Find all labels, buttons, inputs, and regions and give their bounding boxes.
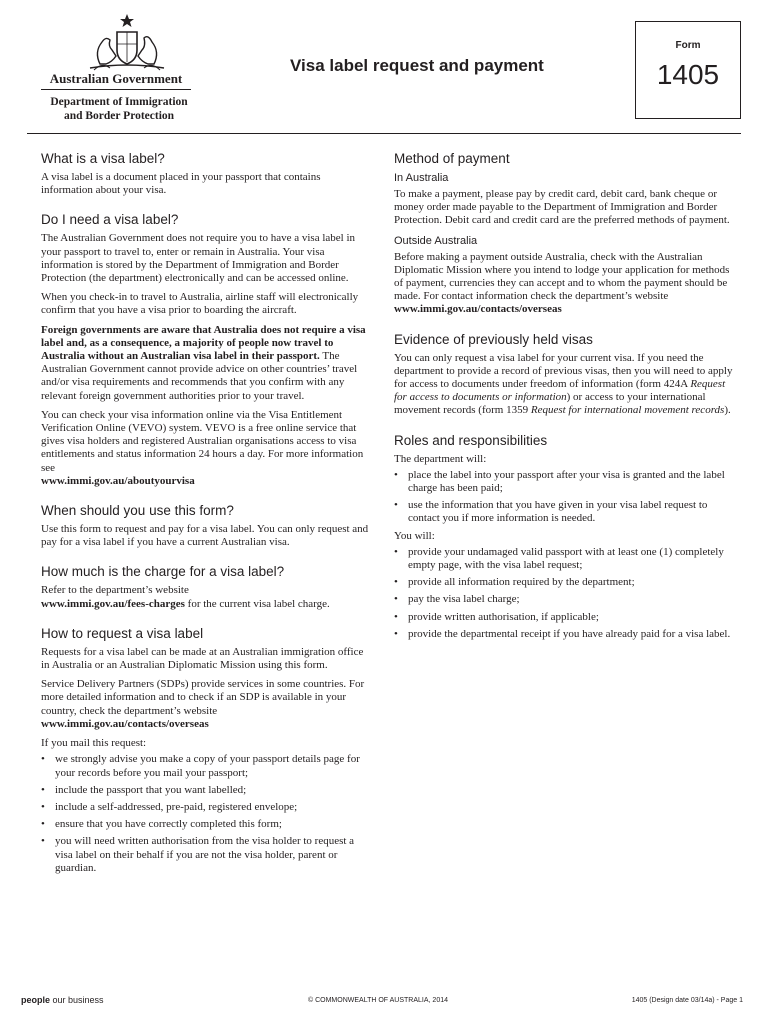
- vevo-link[interactable]: www.immi.gov.au/aboutyourvisa: [41, 474, 195, 487]
- paragraph: The Australian Government does not require you to have a visa label in your passport to travel to, enter or remain in Australia. Your visa information is stored by the Department of Immigration and Border Protection (the department) electronically and can be accessed online.: [41, 232, 356, 285]
- section-title-evidence: Evidence of previously held visas: [394, 331, 593, 347]
- footer-copyright: © COMMONWEALTH OF AUSTRALIA, 2014: [308, 997, 448, 1004]
- list-item: • provide all information required by the department;: [394, 576, 740, 589]
- brand-bold: people: [21, 995, 51, 1005]
- form-number: 1405: [656, 59, 720, 90]
- section-title-roles: Roles and responsibilities: [394, 432, 548, 448]
- contacts-link[interactable]: www.immi.gov.au/contacts/overseas: [41, 717, 209, 730]
- paragraph-text: ) or access to your international movement records (form 1359: [394, 391, 706, 417]
- department-responsibilities: [394, 469, 740, 526]
- list-item: • provide written authorisation, if applicable;: [394, 611, 740, 624]
- paragraph-text: You can only request a visa label for your current visa. If you need the department to provide a record of previous visas, then you will need to apply for access to documents under freedom of information (form 424A: [394, 351, 733, 391]
- form-424a-title: Request for access to documents or information: [394, 378, 726, 404]
- list-item: • include a self-addressed, pre-paid, registered envelope;: [41, 801, 371, 814]
- list-item: • include the passport that you want labelled;: [41, 784, 371, 797]
- page-title: Visa label request and payment: [290, 56, 544, 75]
- header-divider: [27, 133, 741, 134]
- subheading-outside-australia: Outside Australia: [394, 234, 478, 247]
- fees-link[interactable]: www.immi.gov.au/fees-charges: [41, 597, 185, 610]
- list-item: • provide the departmental receipt if you have already paid for a visa label.: [394, 628, 740, 641]
- applicant-responsibilities: [394, 546, 740, 641]
- section-title-when-use: When should you use this form?: [41, 503, 234, 519]
- section-title-charge: How much is the charge for a visa label?: [41, 564, 285, 580]
- list-item: • we strongly advise you make a copy of your passport details page for your records before you mail your passport;: [41, 753, 371, 779]
- department-name: [41, 95, 197, 123]
- contacts-link[interactable]: www.immi.gov.au/contacts/overseas: [394, 303, 562, 316]
- paragraph-text: for the current visa label charge.: [184, 597, 330, 610]
- paragraph-text: You can check your visa information online via the Visa Entitlement Verification Online (VEVO) system. VEVO is a free online service that gives visa holders and registered Australian organisations access to visa entitlements and status information 24 hours a day. For more information see: [41, 408, 364, 474]
- paragraph: [394, 251, 740, 317]
- bold-statement: Foreign governments are aware that Australia does not require a visa label and, as a consequence, a majority of people now travel to Australia without an Australian visa label in their passport.: [41, 323, 366, 363]
- form-label: Form: [675, 40, 701, 51]
- mail-checklist: [41, 753, 371, 875]
- paragraph-text: Refer to the department’s website: [41, 584, 189, 597]
- list-item: • ensure that you have correctly completed this form;: [41, 818, 371, 831]
- list-item: • place the label into your passport after your visa is granted and the label charge has been paid;: [394, 469, 740, 495]
- coat-of-arms-icon: [72, 12, 182, 74]
- list-item: • provide your undamaged valid passport with at least one (1) completely empty page, with the visa label request;: [394, 546, 740, 572]
- paragraph: Requests for a visa label can be made at an Australian immigration office in Australia or an Australian Diplomatic Mission using this form.: [41, 645, 364, 672]
- paragraph: [394, 352, 740, 418]
- paragraph-text: Before making a payment outside Australia, check with the Australian Diplomatic Mission where you intend to lodge your application for methods of payment, currencies they can accept and to whom the payment should be made. For contact information check the department’s website: [394, 250, 730, 303]
- section-title-what-is: What is a visa label?: [41, 151, 165, 166]
- footer-page-info: 1405 (Design date 03/14a) - Page 1: [631, 997, 743, 1004]
- paragraph: To make a payment, please pay by credit card, debit card, bank cheque or money order made payable to the Department of Immigration and Border Protection. Debit card and credit card are the preferred methods of payment.: [394, 188, 730, 227]
- list-item: • use the information that you have given in your visa label request to contact you if more information is needed.: [394, 499, 740, 525]
- form-number-box: [635, 21, 741, 119]
- paragraph-text: ).: [724, 404, 731, 417]
- paragraph: When you check-in to travel to Australia, airline staff will electronically confirm that you have a visa prior to boarding the aircraft.: [41, 291, 359, 317]
- section-title-how-to-request: How to request a visa label: [41, 625, 204, 641]
- paragraph: [41, 409, 371, 488]
- paragraph: [41, 584, 371, 610]
- paragraph-text: Service Delivery Partners (SDPs) provide services in some countries. For more detailed information and to check if an SDP is available in your country, check the department’s website: [41, 678, 365, 717]
- list-item: • pay the visa label charge;: [394, 593, 740, 606]
- paragraph-continued: The Australian Government cannot provide advice on other countries’ travel and/or visa requirements and recommends that you confirm with any relevant foreign government authorities prior to your travel.: [41, 350, 358, 402]
- footer-brand: [21, 995, 104, 1005]
- form-1359-title: Request for international movement records: [530, 404, 725, 417]
- paragraph: A visa label is a document placed in your passport that contains information about your visa.: [41, 171, 321, 197]
- brand-rest: our business: [50, 995, 104, 1005]
- department-line-1: Department of Immigration: [50, 96, 188, 108]
- paragraph: If you mail this request:: [41, 737, 147, 750]
- paragraph: The department will:: [394, 452, 487, 465]
- subheading-in-australia: In Australia: [394, 172, 449, 184]
- government-rule: [41, 89, 191, 90]
- paragraph: [41, 678, 371, 731]
- department-line-2: and Border Protection: [63, 110, 175, 122]
- section-title-payment: Method of payment: [394, 151, 510, 166]
- paragraph: [41, 324, 371, 403]
- section-title-do-i-need: Do I need a visa label?: [41, 212, 179, 228]
- paragraph: Use this form to request and pay for a visa label. You can only request and pay for a visa label if you have a current Australian visa.: [41, 523, 369, 549]
- left-column: [41, 150, 371, 879]
- paragraph: You will:: [394, 529, 435, 542]
- list-item: • you will need written authorisation from the visa holder to request a visa label on their behalf if you are not the visa holder, parent or guardian.: [41, 835, 371, 875]
- government-name: Australian Government: [49, 71, 183, 86]
- right-column: [394, 150, 740, 645]
